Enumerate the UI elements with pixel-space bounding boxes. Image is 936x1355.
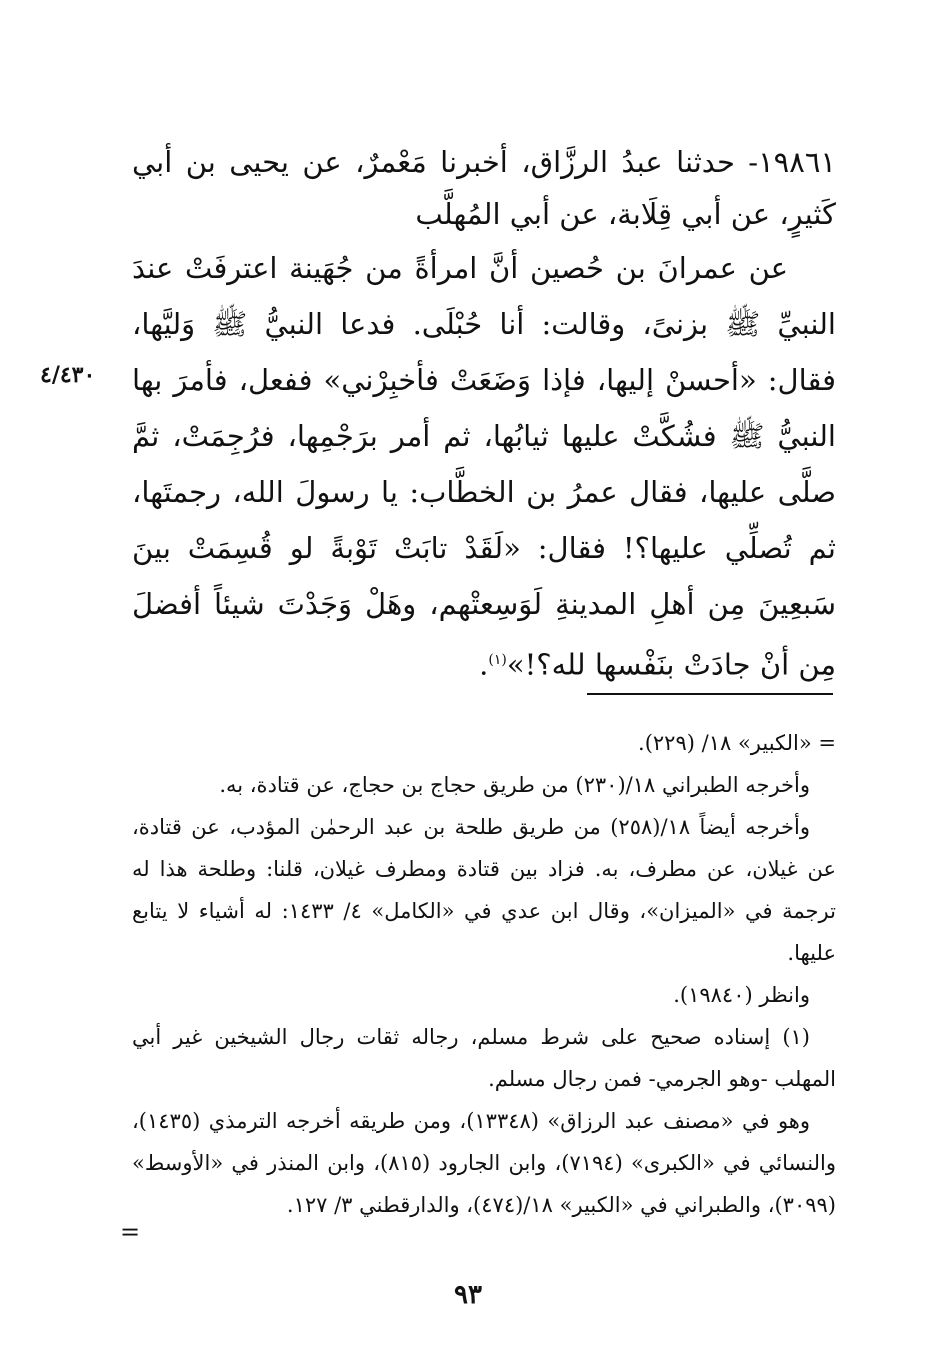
hadith-matn — [132, 240, 836, 693]
hadith-isnad: ١٩٨٦١- حدثنا عبدُ الرزَّاق، أخبرنا مَعْمرٌ، عن يحيى بن أبي كَثيرٍ، عن أبي قِلَابة، عن أبي المُهلَّب — [132, 145, 836, 231]
continuation-mark: = — [120, 1218, 141, 1246]
footnote-separator — [587, 693, 833, 695]
main-text — [132, 136, 836, 693]
footnote-ref: (١) — [488, 652, 507, 668]
footnote-line: = «الكبير» ١٨/ (٢٢٩). — [638, 731, 836, 755]
margin-reference: ٤/٤٣٠ — [40, 362, 96, 388]
hadith-body: عن عمرانَ بن حُصين أنَّ امرأةً من جُهَينة اعترفَتْ عندَ النبيِّ ﷺ بزنىً، وقالت: أنا حُبْلَى. فدعا النبيُّ ﷺ وَليَّها، فقال: «أحسنْ إليها، فإذا وَضَعَتْ فأخبِرْني» ففعل، فأمرَ بها النبيُّ ﷺ فشُكَّتْ عليها ثيابُها، ثم أمر برَجْمِها، فرُجِمَتْ، ثمَّ صلَّى عليها، فقال عمرُ بن الخطَّاب: يا رسولَ الله، رجمتَها، ثم تُصلِّي عليها؟! فقال: «لَقَدْ تابَتْ تَوْبةً لو قُسِمَتْ بينَ سَبعِينَ مِن أهلِ المدينةِ لَوَسِعتْهم، وهَلْ وَجَدْتَ شيئاً أفضلَ مِن أنْ جادَتْ بنَفْسها لله؟!» — [132, 251, 836, 682]
end-period: . — [479, 647, 489, 682]
footnote-line: وهو في «مصنف عبد الرزاق» (١٣٣٤٨)، ومن طريقه أخرجه الترمذي (١٤٣٥)، والنسائي في «الكبرى» (٧١٩٤)، وابن الجارود (٨١٥)، وابن المنذر في «الأوسط» (٣٠٩٩)، والطبراني في «الكبير» ١٨/(٤٧٤)، والدارقطني ٣/ ١٢٧. — [132, 1109, 836, 1217]
footnote-line: وانظر (١٩٨٤٠). — [673, 983, 810, 1007]
footnote-line: وأخرجه الطبراني ١٨/(٢٣٠) من طريق حجاج بن حجاج، عن قتادة، به. — [219, 773, 810, 797]
footnotes — [132, 722, 836, 1226]
page-number: ٩٣ — [454, 1280, 482, 1310]
footnote-line: وأخرجه أيضاً ١٨/(٢٥٨) من طريق طلحة بن عبد الرحمٰن المؤدب، عن قتادة، عن غيلان، عن مطرف، به. فزاد بين قتادة ومطرف غيلان، قلنا: وطلحة هذا له ترجمة في «الميزان»، وقال ابن عدي في «الكامل» ٤/ ١٤٣٣: له أشياء لا يتابع عليها. — [132, 815, 836, 965]
footnote-line: (١) إسناده صحيح على شرط مسلم، رجاله ثقات رجال الشيخين غير أبي المهلب -وهو الجرمي- فمن رجال مسلم. — [132, 1025, 836, 1091]
